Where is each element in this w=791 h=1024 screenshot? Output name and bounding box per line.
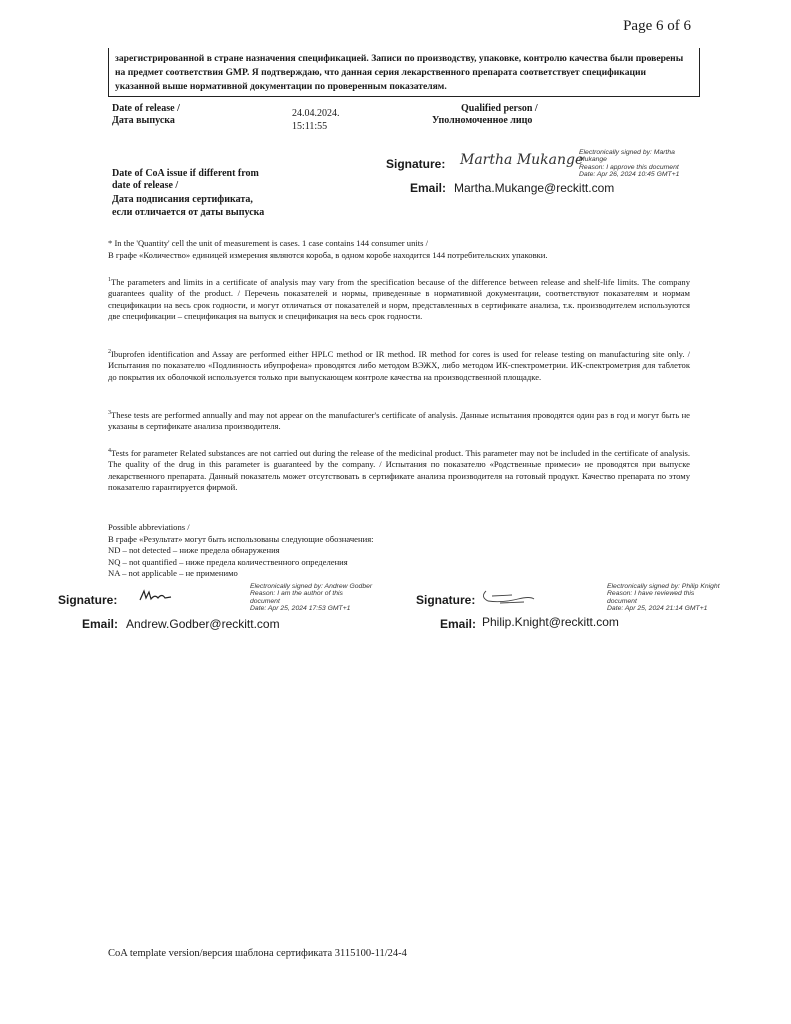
right-email: Philip.Knight@reckitt.com <box>482 615 619 629</box>
right-esig-line: Date: Apr 25, 2024 21:14 GMT+1 <box>607 605 708 613</box>
left-esig-line: document <box>250 597 280 605</box>
right-esig-line: document <box>607 597 637 605</box>
qp-email: Martha.Mukange@reckitt.com <box>454 181 615 195</box>
quantity-note <box>108 238 690 261</box>
gmp-statement-box <box>108 48 700 97</box>
abbreviation-item: NQ – not quantified – ниже предела количественного определения <box>108 556 348 567</box>
right-esig-line: Reason: I have reviewed this <box>607 590 695 598</box>
page-number: Page 6 of 6 <box>623 18 691 34</box>
gmp-statement: зарегистрированной в стране назначения спецификацией. Записи по производству, упаковке, контролю качества были проверены на предмет соответствия GMP. Я подтверждаю, что данная серия лекарственного препарата соответствует спецификации указанной выше нормативной документации по проверенным показателям. <box>115 53 684 92</box>
release-date-label-ru: Дата выпуска <box>112 115 175 126</box>
abbreviation-item: ND – not detected – ниже предела обнаружения <box>108 545 280 555</box>
footnote-1: $^1$The parameters and limits in a certificate of analysis may vary from the specification because of the difference between release and shelf-life limits. The company guarantees quality of the product. / Перечень показателей и нормы, приведенные в нормативной документации, соответствуют показателям и нормам спецификации на весь срок годности, и могут отличаться от показателей и норм, представленных в сертификате анализа, т.к. производителем используются две спецификации – спецификация на выпуск и спецификация на весь срок годности. <box>108 276 690 322</box>
left-signature-label: Signature: <box>58 593 118 607</box>
footnote-4: $^4$Tests for parameter Related substances are not carried out during the release of the medicinal product. This parameter may not be included in the certificate of analysis. The quality of the drug in this parameter is guaranteed by the company. / Испытания по показателю «Родственные примеси» не проводятся при выпуске лекарственного препарата. Данный показатель может отсутствовать в сертификате анализа производителя на готовый продукт. Качество препарата по этому показателю гарантируется фирмой. <box>108 447 690 493</box>
abbreviation-item: NA – not applicable – не применимо <box>108 568 238 578</box>
abbreviations-subtitle: В графе «Результат» могут быть использованы следующие обозначения: <box>108 533 374 544</box>
quantity-note-en: * In the 'Quantity' cell the unit of measurement is cases. 1 case contains 144 consumer units / <box>108 238 429 248</box>
footnote-1-text: The parameters and limits in a certificate of analysis may vary from the specification because of the difference between release and shelf-life limits. The company guarantees quality of the product. / Перечень показателей и нормы, приведенные в нормативной документации, соответствуют показателям и нормам спецификации на весь срок годности, и могут отличаться от показателей и норм, представленных в сертификате анализа, т.к. производителем используются две спецификации – спецификация на выпуск и спецификация на весь срок годности. <box>108 276 690 322</box>
qp-signature-label: Signature: <box>386 157 446 171</box>
qp-label-en: Qualified person / <box>461 103 538 114</box>
right-handwritten-signature <box>478 587 538 607</box>
left-email-label: Email: <box>82 617 119 631</box>
release-date-label-en: Date of release / <box>112 103 180 114</box>
coa-issue-line2: date of release / <box>112 180 179 191</box>
footnote-2: $^2$Ibuprofen identification and Assay are performed either HPLC method or IR method. IR method for cores is used for release testing on manufacturing site only. / Испытания по показателю «Подлинность ибупрофена» проводятся либо методом ВЭЖХ, либо методом ИК-спектрометрии. ИК-спектрометрия для таблеток до покрытия их оболочкой используется только при выпускающем контроле качества на производственной площадке. <box>108 348 690 382</box>
release-time-value: 15:11:55 <box>292 121 328 132</box>
qp-esig-line: Electronically signed by: Martha <box>579 149 675 156</box>
release-date-value: 24.04.2024. <box>292 108 340 119</box>
qp-esig-line: Mukange <box>579 156 607 164</box>
left-esig-details <box>250 583 380 613</box>
right-signature-label: Signature: <box>416 593 476 607</box>
left-esig-line: Date: Apr 25, 2024 17:53 GMT+1 <box>250 605 351 613</box>
qp-handwritten-signature: Martha Mukange <box>460 152 584 168</box>
qp-esig-line: Reason: I approve this document <box>579 163 679 171</box>
right-esig-details <box>607 583 737 613</box>
footnote-2-text: Ibuprofen identification and Assay are performed either HPLC method or IR method. IR method for cores is used for release testing on manufacturing site only. / Испытания по показателю «Подлинность ибупрофена» проводятся либо методом ВЭЖХ, либо методом ИК-спектрометрии. ИК-спектрометрия для таблеток до покрытия их оболочкой используется только при выпускающем контроле качества на производственной площадке. <box>108 348 690 382</box>
template-version-footer: CoA template version/версия шаблона сертификата 3115100-11/24-4 <box>108 948 407 959</box>
right-esig-line: Electronically signed by: Philip Knight <box>607 583 720 590</box>
footnote-4-text: Tests for parameter Related substances are not carried out during the release of the medicinal product. This parameter may not be included in the certificate of analysis. The quality of the drug in this parameter is guaranteed by the company. / Испытания по показателю «Родственные примеси» не проводятся при выпуске лекарственного препарата. Данный показатель может отсутствовать в сертификате анализа производителя на готовый продукт. Качество препарата по этому показателю гарантируется фирмой. <box>108 447 690 493</box>
right-email-label: Email: <box>440 617 477 631</box>
left-handwritten-signature <box>138 588 174 604</box>
left-email: Andrew.Godber@reckitt.com <box>126 617 280 631</box>
qp-email-label: Email: <box>410 181 447 195</box>
qp-esig-details <box>579 149 699 179</box>
abbreviations <box>108 522 374 580</box>
coa-issue-line3: Дата подписания сертификата, <box>112 194 253 205</box>
abbreviations-title: Possible abbreviations / <box>108 522 190 532</box>
qp-label-ru: Уполномоченное лицо <box>432 115 533 126</box>
quantity-note-ru: В графе «Количество» единицей измерения являются короба, в одном коробе находится 144 потребительских упаковки. <box>108 249 548 260</box>
qp-esig-line: Date: Apr 26, 2024 10:45 GMT+1 <box>579 171 680 179</box>
coa-issue-line1: Date of CoA issue if different from <box>112 168 259 179</box>
footnote-3-text: These tests are performed annually and may not appear on the manufacturer's certificate of analysis. Данные испытания проводятся один раз в год и могут быть не указаны в сертификате анализа производителя. <box>108 409 690 432</box>
footnote-3: $^3$These tests are performed annually and may not appear on the manufacturer's certificate of analysis. Данные испытания проводятся один раз в год и могут быть не указаны в сертификате анализа производителя. <box>108 409 690 432</box>
left-esig-line: Electronically signed by: Andrew Godber <box>250 583 373 590</box>
coa-issue-line4: если отличается от даты выпуска <box>112 207 265 218</box>
left-esig-line: Reason: I am the author of this <box>250 590 343 598</box>
